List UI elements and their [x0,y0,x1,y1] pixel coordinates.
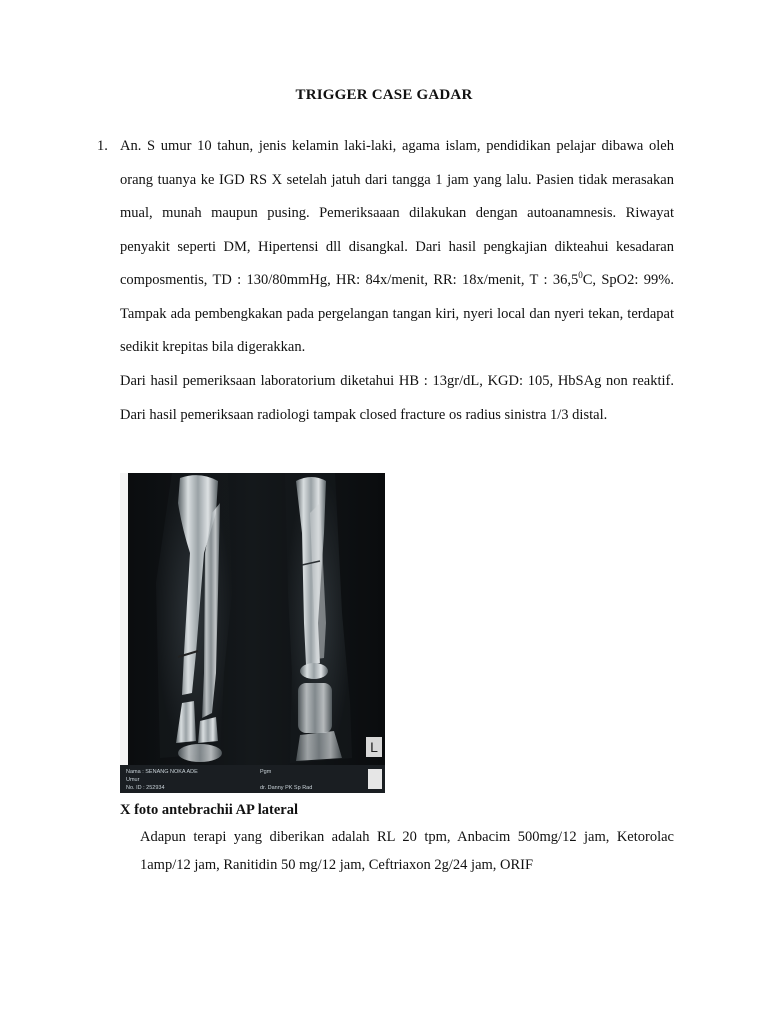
xray-patient-name: Nama : SENANG NOKA ADE [126,769,198,775]
case-paragraph [120,130,674,365]
xray-doctor: dr. Danny PK Sp Rad [260,785,313,791]
xray-image [120,473,385,793]
degree-superscript: 0 [578,270,583,281]
xray-patient-id: No. ID : 252934 [126,785,165,791]
list-number: 1. [97,138,108,154]
xray-patient-age: Umur [126,777,140,783]
case-text-part2: C, SpO2: 99%. Tampak ada pembengkakan pada pergelangan tangan kiri, nyeri local dan nyeri tekan, terdapat sedikit krepitas bila digerakkan. [120,272,674,355]
document-title: TRIGGER CASE GADAR [295,87,473,103]
therapy-paragraph: Adapun terapi yang diberikan adalah RL 20 tpm, Anbacim 500mg/12 jam, Ketorolac 1amp/12 jam, Ranitidin 50 mg/12 jam, Ceftriaxon 2g/24 jam, ORIF [140,829,674,873]
xray-ref: Pgm [260,769,272,775]
lab-paragraph: Dari hasil pemeriksaan laboratorium diketahui HB : 13gr/dL, KGD: 105, HbSAg non reaktif. Dari hasil pemeriksaan radiologi tampak closed fracture os radius sinistra 1/3 distal. [120,373,674,423]
image-caption: X foto antebrachii AP lateral [120,802,299,818]
side-marker: L [370,739,378,755]
case-text-part1: An. S umur 10 tahun, jenis kelamin laki-laki, agama islam, pendidikan pelajar dibawa oleh orang tuanya ke IGD RS X setelah jatuh dari tangga 1 jam yang lalu. Pasien tidak merasakan mual, munah maupun pusing. Pemeriksaaan dilakukan dengan autoanamnesis. Riwayat penyakit seperti DM, Hipertensi dll disangkal. Dari hasil pengkajian dikteahui kesadaran composmentis, TD : 130/80mmHg, HR: 84x/menit, RR: 18x/menit, T : 36,5 [120,138,674,288]
